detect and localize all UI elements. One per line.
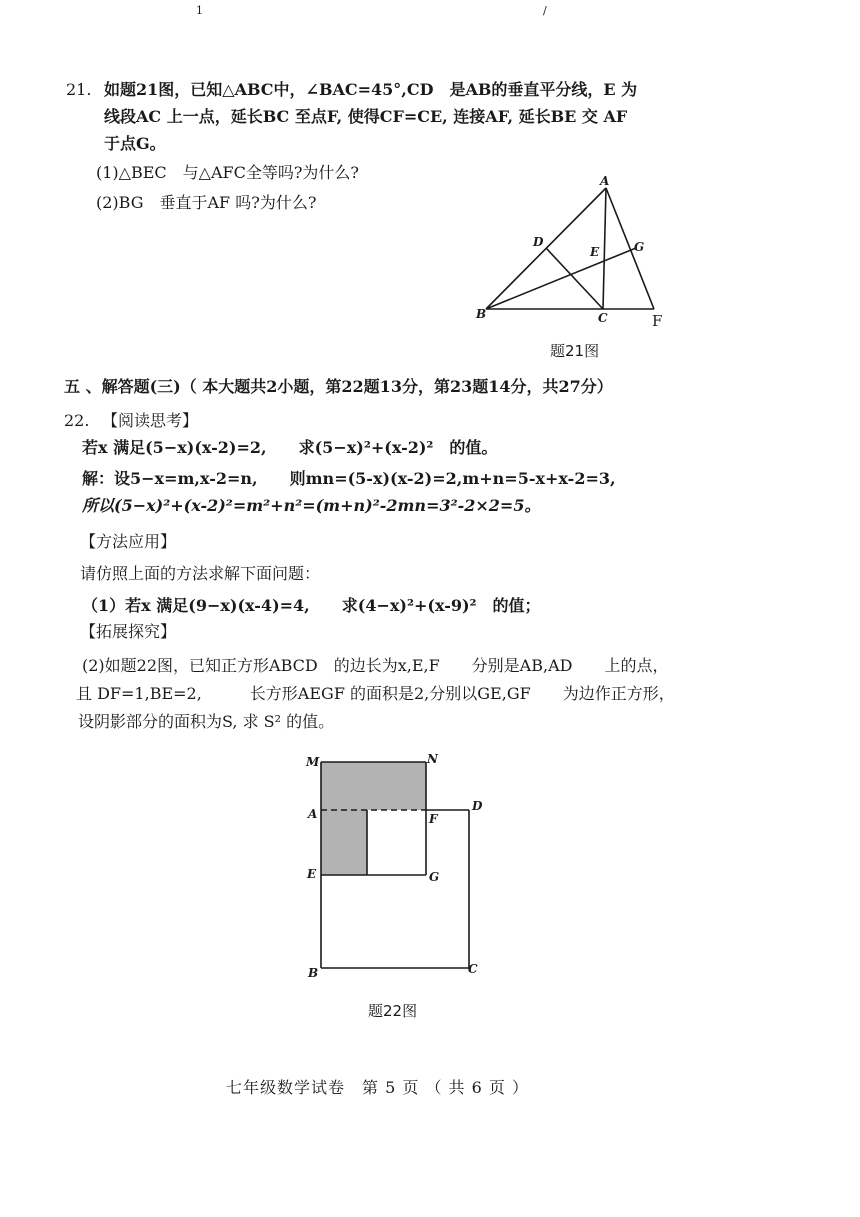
figure-21-triangle [470,172,680,332]
fig21-label-f: F [652,312,663,330]
fig22-label-g: G [429,870,440,884]
fig21-label-c: C [598,311,608,325]
q22-method-part-1: （1）若x 满足(9−x)(x-4)=4, 求(4−x)²+(x-9)² 的值； [82,596,541,615]
q22-read-line-3: 所以(5−x)²+(x-2)²=m²+n²=(m+n)²-2mn=3²-2×2=5。 [82,496,541,515]
q21-part-1: (1)△BEC 与△AFC全等吗?为什么? [96,163,360,182]
fig21-label-e: E [590,245,600,259]
fig22-label-m: M [306,755,320,769]
fig22-shaded-left [321,810,367,875]
header-mark-right: / [543,4,547,17]
fig22-label-b: B [308,966,319,980]
q21-number: 21. [66,80,92,99]
fig22-label-f: F [429,812,438,826]
q22-method-line: 请仿照上面的方法求解下面问题： [80,564,321,583]
fig22-label-a: A [308,807,318,821]
q22-read-heading: 【阅读思考】 [102,411,199,430]
q21-line-2: 线段AC 上一点，延长BC 至点F, 使得CF=CE, 连接AF, 延长BE 交 AF [104,107,628,126]
fig22-label-e: E [307,867,317,881]
section-5-title: 五 、解答题(三)（ 本大题共2小题，第22题13分，第23题14分，共27分） [64,377,613,396]
q22-extend-line-1: (2)如题22图，已知正方形ABCD 的边长为x,E,F 分别是AB,AD 上的点， [82,656,669,675]
page-footer: 七年级数学试卷 第 5 页 （ 共 6 页 ） [226,1078,529,1097]
figure-21-caption: 题21图 [550,342,600,360]
q22-method-heading: 【方法应用】 [80,532,177,551]
fig21-label-g: G [634,240,645,254]
fig21-label-a: A [600,174,610,188]
q22-read-line-1: 若x 满足(5−x)(x-2)=2, 求(5−x)²+(x-2)² 的值。 [82,438,498,457]
fig21-label-d: D [533,235,544,249]
fig22-shaded-top [321,762,426,810]
fig22-label-d: D [472,799,483,813]
q22-number: 22. [64,411,90,430]
q22-extend-line-3: 设阴影部分的面积为S, 求 S² 的值。 [78,712,335,731]
header-mark-left: 1 [196,4,203,17]
fig21-segment-ac [603,188,606,309]
q22-extend-line-2: 且 DF=1,BE=2, 长方形AEGF 的面积是2,分别以GE,GF 为边作正方形， [76,684,675,703]
fig22-label-n: N [427,752,438,766]
q22-read-line-2: 解：设5−x=m,x-2=n, 则mn=(5-x)(x-2)=2,m+n=5-x+x-2=3, [82,469,616,488]
fig21-segment-af [606,188,654,309]
fig22-label-c: C [468,962,478,976]
figure-22-squares [296,748,496,984]
q22-extend-heading: 【拓展探究】 [80,622,177,641]
q21-line-1: 如题21图，已知△ABC中，∠BAC=45°,CD 是AB的垂直平分线，E 为 [104,80,638,99]
figure-22-caption: 题22图 [368,1002,418,1020]
fig21-segment-bg [486,248,636,309]
q21-line-3: 于点G。 [104,134,166,153]
fig21-label-b: B [476,307,487,321]
q21-part-2: (2)BG 垂直于AF 吗?为什么? [96,193,317,212]
